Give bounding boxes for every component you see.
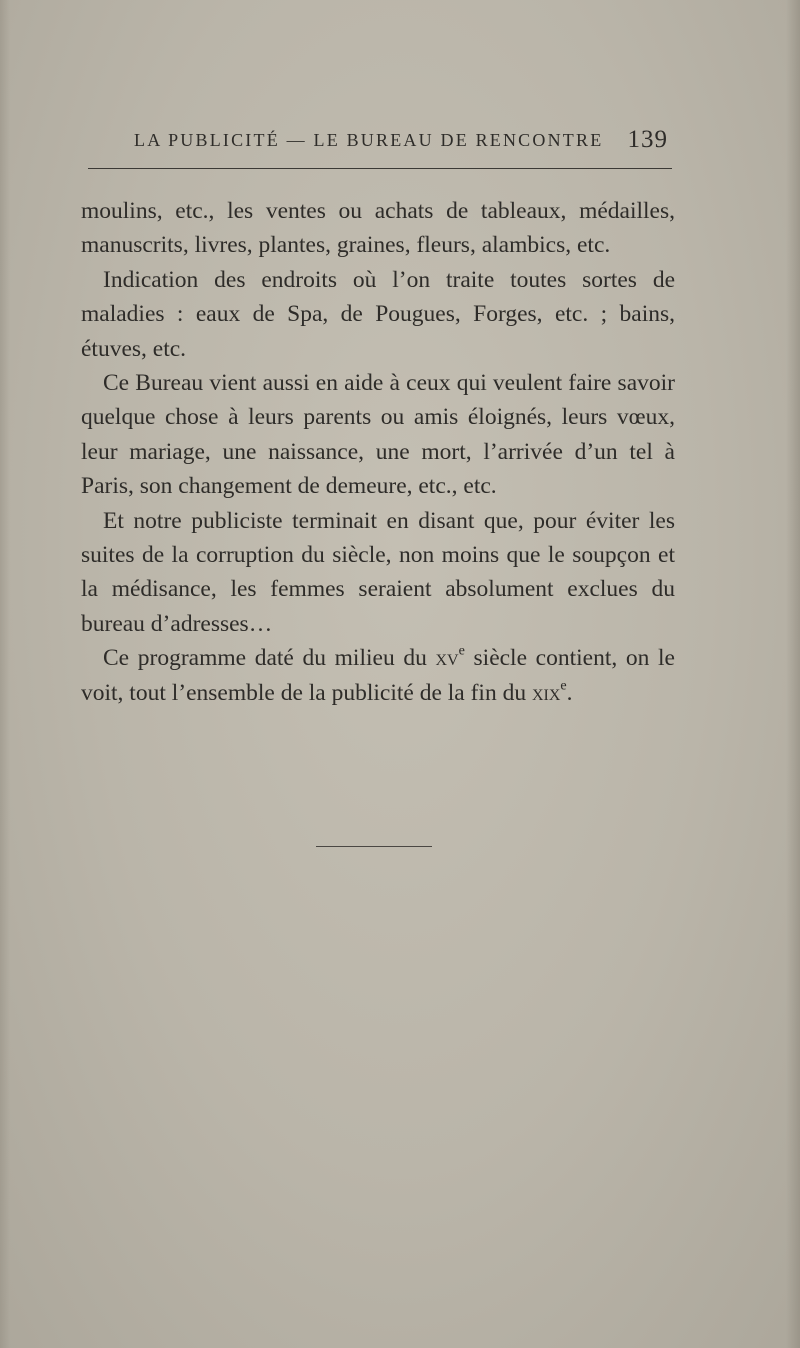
paragraph-5-text-a: Ce programme daté du milieu du xyxy=(103,645,436,672)
header-rule xyxy=(88,168,672,169)
paragraph-4: Et notre publiciste terminait en disant que, pour éviter les suites de la corruption du siècle, non moins que le soupçon et la médisance, les femmes seraient absolument exclues du bureau d’adresses… xyxy=(81,507,675,637)
section-end-rule xyxy=(316,846,432,847)
paragraph-5-text-c: . xyxy=(566,679,573,706)
page-edge-shadow-right xyxy=(786,0,800,1348)
page-number: 139 xyxy=(627,126,668,153)
page-header xyxy=(88,126,672,160)
paragraph-5 xyxy=(81,641,675,710)
paragraph-2: Indication des endroits où l’on traite toutes sortes de maladies : eaux de Spa, de Pougues, Forges, etc. ; bains, étuves, etc. xyxy=(81,266,675,362)
paragraph-1: moulins, etc., les ventes ou achats de tableaux, médailles, manuscrits, livres, plantes, graines, fleurs, alambics, etc. xyxy=(81,198,675,259)
ordinal-suffix-15: e xyxy=(458,642,465,659)
ordinal-suffix-19: e xyxy=(560,677,567,694)
paragraph-3: Ce Bureau vient aussi en aide à ceux qui veulent faire savoir quelque chose à leurs parents ou amis éloignés, leurs vœux, leur mariage, une naissance, une mort, l’arrivée d’un tel à Paris, son changement de demeure, etc., etc. xyxy=(81,370,675,500)
century-numeral-19: xix xyxy=(531,679,561,705)
page-edge-shadow-left xyxy=(0,0,10,1348)
paragraph-5-text-b: siècle contient, on le voit, tout l’ensemble de la publicité de la fin du xyxy=(81,645,675,706)
body-text xyxy=(81,194,675,710)
century-numeral-15: xv xyxy=(435,645,459,671)
running-head: LA PUBLICITÉ — LE BUREAU DE RENCONTRE xyxy=(134,130,604,150)
